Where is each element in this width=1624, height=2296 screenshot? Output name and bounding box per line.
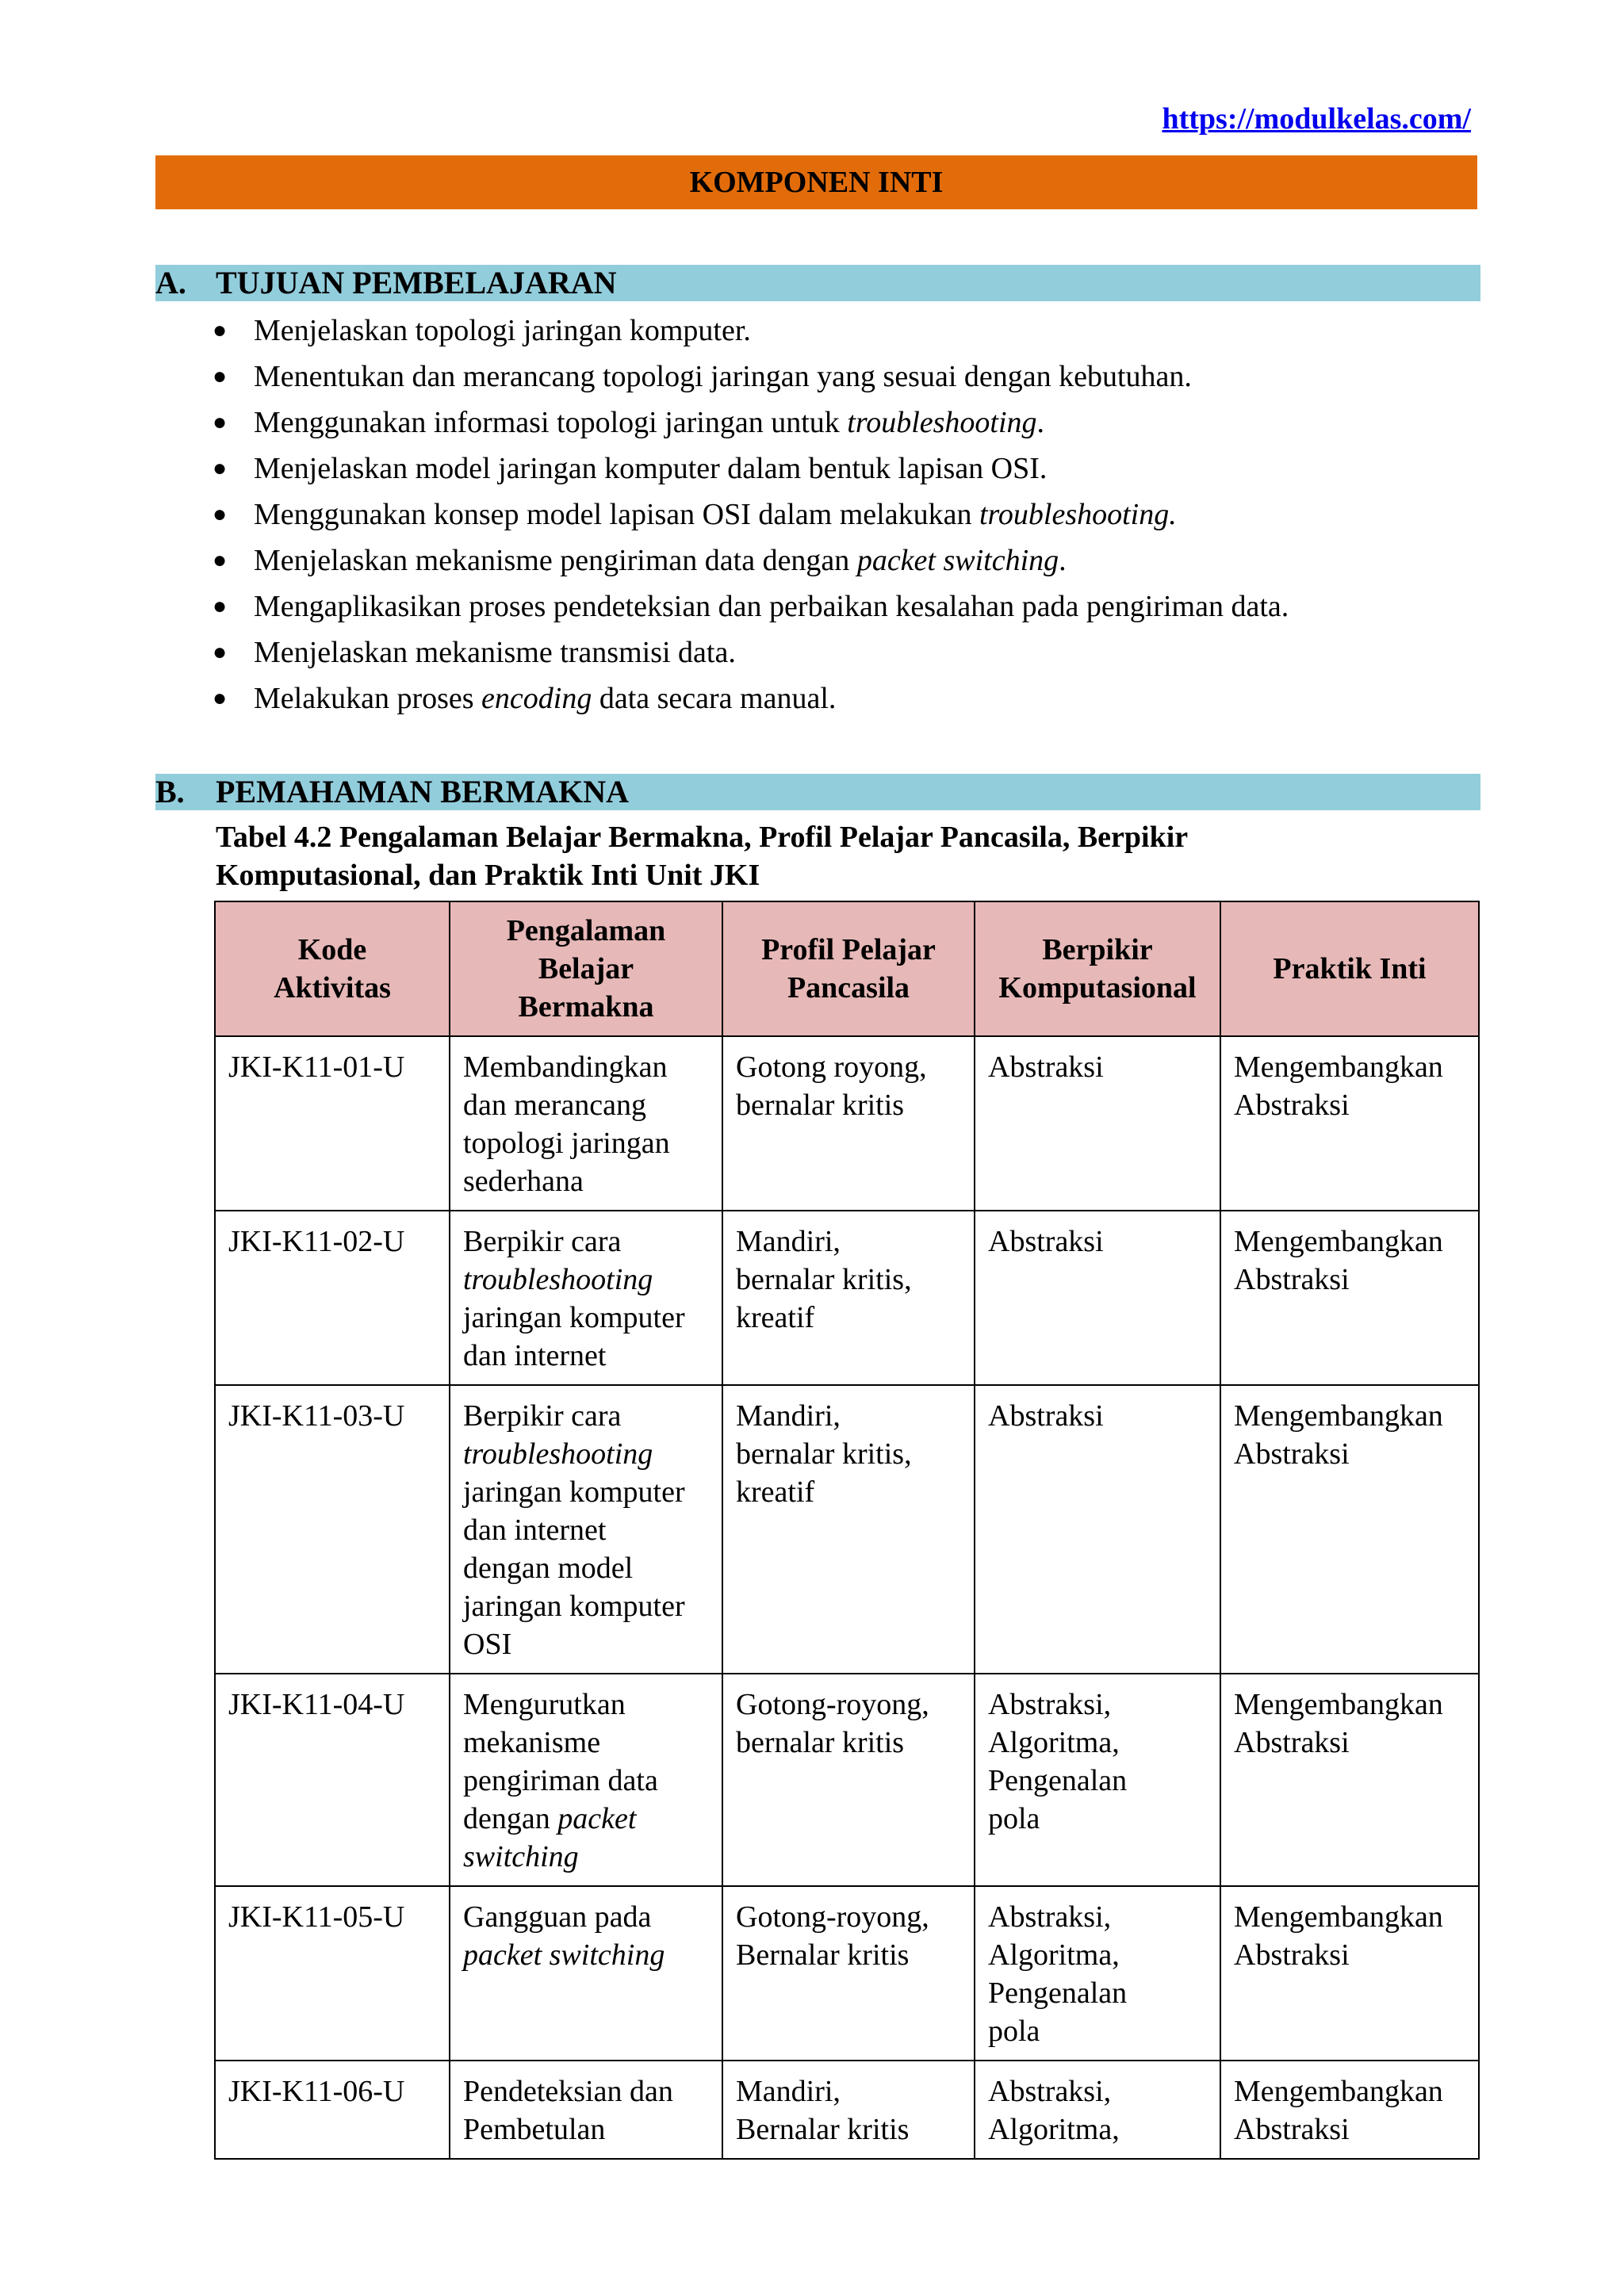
cell-line (736, 1048, 961, 1086)
table-cell (722, 1211, 975, 1385)
cell-line (988, 1048, 1207, 1086)
cell-line (463, 1686, 709, 1724)
header-line: Praktik Inti (1273, 952, 1427, 985)
text-segment: Abstraksi (1234, 1938, 1350, 1972)
goal-list-item (213, 308, 1481, 354)
cell-line (736, 1397, 961, 1435)
text-segment: Abstraksi, (988, 2075, 1112, 2108)
text-segment: Bernalar kritis (736, 2113, 910, 2146)
table-cell (215, 1036, 450, 1211)
table-cell (1220, 1211, 1479, 1385)
text-segment: Abstraksi (1234, 1263, 1350, 1296)
cell-line (463, 1473, 709, 1511)
italic-text: troubleshooting (847, 406, 1037, 439)
italic-text: switching (463, 1840, 579, 1873)
text-segment: Abstraksi (988, 1050, 1104, 1084)
text-segment: Menggunakan informasi topologi jaringan untuk (254, 406, 848, 439)
text-segment: Gangguan pada (463, 1900, 652, 1934)
cell-line (463, 1397, 709, 1435)
learning-table (214, 901, 1480, 2160)
cell-line (463, 1162, 709, 1200)
table-cell (975, 1886, 1220, 2061)
text-segment: bernalar kritis (736, 1726, 905, 1759)
section-b-title: PEMAHAMAN BERMAKNA (216, 774, 630, 809)
table-row (215, 1674, 1479, 1886)
text-segment: Berpikir cara (463, 1399, 622, 1433)
cell-line (988, 1936, 1207, 1974)
cell-line (463, 1549, 709, 1587)
text-segment: Pengenalan (988, 1764, 1128, 1797)
goal-list-item (213, 446, 1481, 492)
cell-line (736, 1299, 961, 1337)
bullet-icon: ● (213, 593, 228, 619)
cell-line (1234, 1936, 1465, 1974)
cell-line (463, 1261, 709, 1299)
text-segment: Menggunakan konsep model lapisan OSI dalam melakukan (254, 498, 979, 531)
bullet-icon: ● (213, 455, 228, 481)
text-segment: Menjelaskan model jaringan komputer dalam bentuk lapisan OSI. (254, 452, 1048, 485)
table-cell (450, 2061, 722, 2159)
text-segment: Menjelaskan mekanisme pengiriman data dengan (254, 544, 857, 577)
text-segment: Mengaplikasikan proses pendeteksian dan perbaikan kesalahan pada pengiriman data. (254, 590, 1289, 623)
cell-line (1234, 1686, 1465, 1724)
cell-line (736, 1473, 961, 1511)
table-header-row (215, 901, 1479, 1036)
text-segment: bernalar kritis, (736, 1263, 912, 1296)
cell-line (988, 2072, 1207, 2110)
text-segment: Abstraksi (1234, 1437, 1350, 1471)
bullet-icon: ● (213, 317, 228, 343)
text-segment: Algoritma, (988, 2113, 1120, 2146)
text-segment: pola (988, 1802, 1040, 1835)
header-line: Belajar (538, 952, 634, 985)
cell-line (988, 1898, 1207, 1936)
text-segment: Gotong-royong, (736, 1688, 929, 1721)
text-segment: JKI-K11-01-U (228, 1050, 405, 1084)
text-segment: Mengembangkan (1234, 2075, 1443, 2108)
goal-list-item (213, 675, 1481, 721)
text-segment: Membandingkan (463, 1050, 668, 1084)
text-segment: dan internet (463, 1339, 607, 1372)
text-segment: jaringan komputer (463, 1301, 685, 1334)
text-segment: Menentukan dan merancang topologi jaringan yang sesuai dengan kebutuhan. (254, 360, 1192, 393)
text-segment: Abstraksi (1234, 1089, 1350, 1122)
cell-line (736, 1223, 961, 1261)
table-cell (450, 1886, 722, 2061)
cell-line (1234, 1086, 1465, 1124)
table-cell (1220, 1385, 1479, 1674)
cell-line (736, 1086, 961, 1124)
table-cell (722, 1385, 975, 1674)
section-a-header (155, 265, 1480, 301)
table-cell (722, 2061, 975, 2159)
cell-line (1234, 1435, 1465, 1473)
goal-list-item (213, 629, 1481, 675)
cell-line (228, 2072, 436, 2110)
text-segment: Melakukan proses (254, 682, 482, 715)
text-segment: Abstraksi (1234, 1726, 1350, 1759)
cell-line (1234, 2110, 1465, 2149)
table-cell (975, 1385, 1220, 1674)
text-segment: topologi jaringan (463, 1127, 670, 1160)
goal-list-item (213, 354, 1481, 400)
cell-line (463, 1838, 709, 1876)
header-line: Kode (297, 933, 367, 966)
italic-text: encoding (481, 682, 592, 715)
cell-line (463, 1048, 709, 1086)
cell-line (463, 1511, 709, 1549)
cell-line (463, 2110, 709, 2149)
goal-list-item (213, 492, 1481, 538)
text-segment: jaringan komputer (463, 1590, 685, 1623)
cell-line (1234, 2072, 1465, 2110)
italic-text: troubleshooting (463, 1437, 653, 1471)
cell-line (228, 1048, 436, 1086)
text-segment: Mandiri, (736, 2075, 841, 2108)
italic-text: packet switching (463, 1938, 665, 1972)
table-caption (216, 818, 1469, 894)
table-cell (215, 1674, 450, 1886)
cell-line (736, 1261, 961, 1299)
cell-line (1234, 1724, 1465, 1762)
text-segment: Pendeteksian dan (463, 2075, 673, 2108)
text-segment: . (1036, 406, 1045, 439)
text-segment: bernalar kritis (736, 1089, 905, 1122)
text-segment: Gotong-royong, (736, 1900, 929, 1934)
table-cell (975, 1674, 1220, 1886)
goal-list-item (213, 538, 1481, 584)
text-segment: Mengembangkan (1234, 1399, 1443, 1433)
table-caption-line: Tabel 4.2 Pengalaman Belajar Bermakna, Profil Pelajar Pancasila, Berpikir (216, 821, 1189, 854)
cell-line (463, 1124, 709, 1162)
text-segment: Abstraksi, (988, 1688, 1112, 1721)
table-cell (975, 2061, 1220, 2159)
cell-line (1234, 1261, 1465, 1299)
header-url-link[interactable]: https://modulkelas.com/ (1162, 102, 1471, 136)
section-a-letter: A. (155, 265, 186, 300)
text-segment: pengiriman data (463, 1764, 658, 1797)
text-segment: JKI-K11-06-U (228, 2075, 405, 2108)
text-segment: Bernalar kritis (736, 1938, 910, 1972)
table-caption-line: Komputasional, dan Praktik Inti Unit JKI (216, 859, 760, 892)
text-segment: Algoritma, (988, 1938, 1120, 1972)
cell-line (228, 1397, 436, 1435)
cell-line (463, 1337, 709, 1375)
bullet-icon: ● (213, 639, 228, 665)
table-cell (975, 1211, 1220, 1385)
bullet-icon: ● (213, 685, 228, 711)
table-row (215, 2061, 1479, 2159)
cell-line (228, 1686, 436, 1724)
text-segment: data secara manual. (592, 682, 837, 715)
table-header-cell (975, 901, 1220, 1036)
header-line: Profil Pelajar (761, 933, 936, 966)
text-segment: pola (988, 2015, 1040, 2048)
text-segment: Pengenalan (988, 1976, 1128, 2010)
text-segment: Mandiri, (736, 1225, 841, 1258)
text-segment: sederhana (463, 1165, 584, 1198)
table-cell (722, 1036, 975, 1211)
cell-line (228, 1898, 436, 1936)
table-cell (450, 1385, 722, 1674)
table-header-cell (1220, 901, 1479, 1036)
cell-line (736, 2072, 961, 2110)
text-segment: jaringan komputer (463, 1475, 685, 1509)
cell-line (463, 1625, 709, 1663)
cell-line (463, 1724, 709, 1762)
bullet-icon: ● (213, 501, 228, 527)
cell-line (463, 1299, 709, 1337)
text-segment: Berpikir cara (463, 1225, 622, 1258)
table-header-cell (722, 901, 975, 1036)
text-segment: Algoritma, (988, 1726, 1120, 1759)
cell-line (988, 1974, 1207, 2012)
italic-text: packet (557, 1802, 637, 1835)
cell-line (463, 1800, 709, 1838)
cell-line (988, 1762, 1207, 1800)
text-segment: JKI-K11-04-U (228, 1688, 405, 1721)
cell-line (463, 1435, 709, 1473)
header-line: Aktivitas (274, 971, 391, 1004)
cell-line (736, 1898, 961, 1936)
text-segment: OSI (463, 1628, 512, 1661)
komponen-inti-banner (155, 155, 1477, 209)
table-header-cell (450, 901, 722, 1036)
text-segment: dan merancang (463, 1089, 647, 1122)
bullet-icon: ● (213, 363, 228, 389)
cell-line (1234, 1048, 1465, 1086)
table-cell (1220, 1886, 1479, 2061)
cell-line (463, 2072, 709, 2110)
table-cell (975, 1036, 1220, 1211)
table-row (215, 1036, 1479, 1211)
text-segment: dengan model (463, 1552, 634, 1585)
text-segment: Mengembangkan (1234, 1050, 1443, 1084)
cell-line (228, 1223, 436, 1261)
bullet-icon: ● (213, 547, 228, 573)
cell-line (1234, 1223, 1465, 1261)
text-segment: mekanisme (463, 1726, 601, 1759)
header-line: Bermakna (518, 990, 654, 1024)
cell-line (1234, 1397, 1465, 1435)
text-segment: dengan (463, 1802, 558, 1835)
text-segment: Mengurutkan (463, 1688, 626, 1721)
text-segment: Menjelaskan mekanisme transmisi data. (254, 636, 736, 669)
cell-line (736, 1435, 961, 1473)
text-segment: Abstraksi (988, 1225, 1104, 1258)
header-line: Pengalaman (506, 914, 666, 947)
italic-text: packet switching (856, 544, 1059, 577)
table-row (215, 1886, 1479, 2061)
italic-text: troubleshooting. (979, 498, 1177, 531)
goal-list-item (213, 400, 1481, 446)
cell-line (736, 1936, 961, 1974)
table-cell (450, 1036, 722, 1211)
text-segment: Mengembangkan (1234, 1225, 1443, 1258)
goal-list-item (213, 584, 1481, 629)
cell-line (988, 1724, 1207, 1762)
table-cell (1220, 2061, 1479, 2159)
cell-line (988, 2012, 1207, 2050)
cell-line (988, 1223, 1207, 1261)
section-a-title: TUJUAN PEMBELAJARAN (216, 265, 617, 300)
text-segment: . (1059, 544, 1067, 577)
table-cell (215, 2061, 450, 2159)
text-segment: Gotong royong, (736, 1050, 927, 1084)
cell-line (988, 1800, 1207, 1838)
table-cell (1220, 1674, 1479, 1886)
text-segment: Mengembangkan (1234, 1688, 1443, 1721)
cell-line (1234, 1898, 1465, 1936)
bullet-icon: ● (213, 409, 228, 435)
cell-line (463, 1587, 709, 1625)
text-segment: Mengembangkan (1234, 1900, 1443, 1934)
cell-line (736, 1686, 961, 1724)
table-cell (722, 1886, 975, 2061)
cell-line (463, 1936, 709, 1974)
cell-line (736, 2110, 961, 2149)
italic-text: troubleshooting (463, 1263, 653, 1296)
cell-line (463, 1223, 709, 1261)
text-segment: kreatif (736, 1301, 815, 1334)
table-cell (215, 1385, 450, 1674)
header-line: Berpikir (1042, 933, 1153, 966)
banner-title: KOMPONEN INTI (689, 166, 944, 199)
text-segment: Mandiri, (736, 1399, 841, 1433)
table-cell (450, 1211, 722, 1385)
section-b-header (155, 774, 1480, 810)
text-segment: Abstraksi (1234, 2113, 1350, 2146)
cell-line (988, 1397, 1207, 1435)
cell-line (463, 1086, 709, 1124)
table-cell (1220, 1036, 1479, 1211)
table-header-cell (215, 901, 450, 1036)
text-segment: Abstraksi (988, 1399, 1104, 1433)
cell-line (988, 2110, 1207, 2149)
text-segment: kreatif (736, 1475, 815, 1509)
table-cell (722, 1674, 975, 1886)
text-segment: JKI-K11-02-U (228, 1225, 405, 1258)
header-line: Komputasional (998, 971, 1197, 1004)
text-segment: Abstraksi, (988, 1900, 1112, 1934)
header-line: Pancasila (787, 971, 910, 1004)
text-segment: dan internet (463, 1513, 607, 1547)
learning-goals-list (213, 308, 1481, 721)
text-segment: JKI-K11-03-U (228, 1399, 405, 1433)
table-cell (450, 1674, 722, 1886)
text-segment: bernalar kritis, (736, 1437, 912, 1471)
cell-line (988, 1686, 1207, 1724)
table-row (215, 1211, 1479, 1385)
cell-line (736, 1724, 961, 1762)
section-b-letter: B. (155, 774, 185, 809)
text-segment: JKI-K11-05-U (228, 1900, 405, 1934)
text-segment: Pembetulan (463, 2113, 606, 2146)
table-cell (215, 1886, 450, 2061)
cell-line (463, 1898, 709, 1936)
cell-line (463, 1762, 709, 1800)
text-segment: Menjelaskan topologi jaringan komputer. (254, 314, 751, 347)
table-cell (215, 1211, 450, 1385)
table-row (215, 1385, 1479, 1674)
